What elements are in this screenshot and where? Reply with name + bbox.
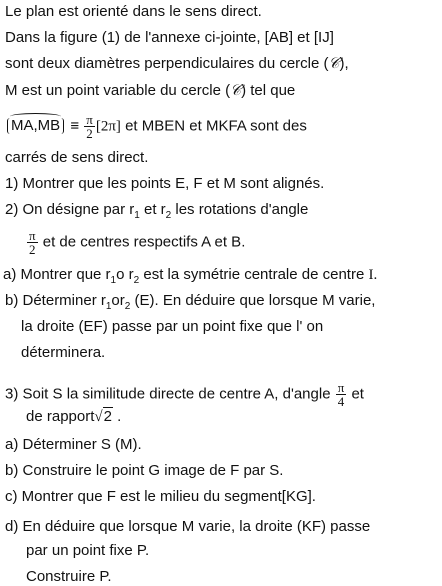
- subscript: 1: [110, 275, 117, 286]
- numerator: π: [337, 380, 345, 395]
- question-2a: [3, 266, 377, 290]
- text: (E). En déduire que lorsque M varie,: [130, 292, 376, 309]
- text: r: [119, 292, 125, 309]
- question-2b-cont: la droite (EF) passe par un point fixe que l' on: [21, 318, 324, 335]
- question-2b: [5, 292, 375, 316]
- subscript: 2: [124, 301, 131, 312]
- fraction-pi-4: [336, 381, 347, 408]
- text: 3) Soit S la similitude directe de centre A, d'angle: [5, 385, 335, 403]
- fraction-pi-2: [84, 113, 95, 140]
- question-3a: a) Déterminer S (M).: [5, 436, 142, 453]
- vector-angle: [7, 118, 64, 134]
- numerator: π: [29, 228, 36, 243]
- text: ) tel que: [241, 82, 296, 99]
- question-3b: b) Construire le point G image de F par S.: [5, 462, 284, 479]
- text: 2) On désigne par r: [5, 201, 135, 218]
- radical-sign: √: [94, 409, 103, 425]
- question-2: [5, 201, 308, 225]
- line-figure: Dans la figure (1) de l'annexe ci-jointe, [AB] et [IJ]: [5, 29, 334, 46]
- text: et MBEN et MKFA sont des: [120, 117, 307, 135]
- text: r: [124, 266, 134, 283]
- text: ≡: [66, 117, 84, 135]
- subscript: 1: [105, 301, 112, 312]
- subscript: 2: [133, 275, 140, 286]
- question-3-cont: [26, 408, 121, 426]
- subscript: 2: [165, 210, 172, 221]
- fraction-pi-2: [27, 229, 38, 256]
- question-1: 1) Montrer que les points E, F et M sont alignés.: [5, 175, 325, 192]
- line-diameters: [5, 55, 349, 73]
- circle-symbol: 𝒞: [230, 83, 242, 99]
- vector-text: MA,MB: [11, 117, 61, 135]
- question-3c: c) Montrer que F est le milieu du segment[KG].: [5, 488, 316, 505]
- line-angle-condition: [7, 113, 307, 140]
- modulo: [2π]: [95, 118, 121, 135]
- text: sont deux diamètres perpendiculaires du cercle (: [5, 55, 329, 72]
- question-3: [5, 381, 364, 408]
- text: b) Déterminer r: [5, 292, 106, 309]
- text: et de centres respectifs A et B.: [38, 233, 246, 251]
- question-3d-cont: par un point fixe P.: [26, 542, 150, 559]
- text: M est un point variable du cercle (: [5, 82, 231, 99]
- arc-mark: [10, 113, 61, 120]
- text: de rapport: [26, 408, 95, 425]
- line-orientation: Le plan est orienté dans le sens direct.: [5, 3, 262, 20]
- text: les rotations d'angle: [171, 201, 309, 218]
- denominator: 2: [84, 126, 95, 140]
- text: est la symétrie centrale de centre: [139, 266, 369, 283]
- compose-symbol: o: [111, 292, 120, 309]
- text: et: [347, 385, 364, 403]
- line-squares: carrés de sens direct.: [5, 149, 149, 166]
- circle-symbol: 𝒞: [328, 56, 340, 72]
- radicand: 2: [103, 408, 112, 425]
- text: ),: [339, 55, 349, 72]
- sqrt-2: [94, 408, 113, 426]
- line-variable-point: [5, 82, 295, 100]
- question-2b-cont2: déterminera.: [21, 344, 106, 361]
- text: a) Montrer que r: [3, 266, 111, 283]
- center-label: I.: [368, 267, 378, 283]
- numerator: π: [86, 112, 93, 127]
- text: et r: [139, 201, 166, 218]
- question-3d-cont2: Construire P.: [26, 568, 112, 585]
- question-3d: d) En déduire que lorsque M varie, la droite (KF) passe: [5, 518, 371, 535]
- subscript: 1: [134, 210, 140, 221]
- denominator: 4: [336, 394, 347, 408]
- compose-symbol: o: [116, 266, 125, 283]
- denominator: 2: [27, 242, 38, 256]
- text: .: [112, 408, 122, 425]
- question-2-cont: [26, 229, 245, 256]
